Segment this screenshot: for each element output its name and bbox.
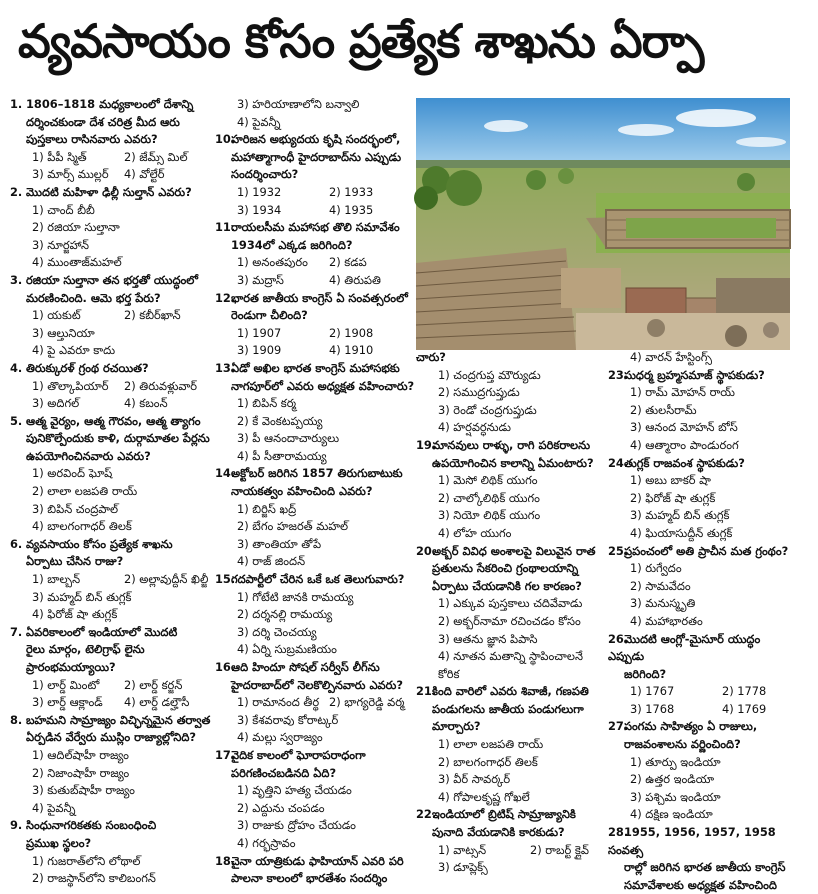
column-1 bbox=[10, 96, 220, 886]
option-text: 3) లార్డ్ ఆక్లాండ్ bbox=[32, 695, 103, 710]
option-text: 2) తులసీరామ్ bbox=[630, 402, 697, 417]
question-text bbox=[10, 641, 220, 659]
option-text: 2) లాలా లజపతి రాయ్ bbox=[32, 484, 138, 499]
option-text: 1) అనంతపురం bbox=[237, 255, 308, 270]
option-text: 2) ఫిరోజ్ షా తుగ్లక్ bbox=[630, 490, 716, 505]
question-line: ఏర్పాటు చేసిన రాజు? bbox=[26, 554, 124, 569]
question-text bbox=[608, 455, 800, 473]
column-2 bbox=[215, 96, 415, 886]
option-row bbox=[215, 202, 415, 220]
option-row bbox=[10, 694, 220, 712]
question-line: ఆత్మ వైర్యం, ఆత్మ గౌరవం, ఆత్మ త్యాగం bbox=[26, 413, 201, 428]
question-text bbox=[10, 131, 220, 149]
question-text bbox=[215, 870, 415, 888]
question-number: 7. bbox=[10, 624, 23, 639]
option-text: 3) మనుస్మృతి bbox=[630, 596, 696, 611]
option-row bbox=[10, 677, 220, 695]
question-line: వైదిక కాలంలో ఘోరాపరాధంగా bbox=[231, 747, 366, 762]
question-line: 1934లో ఎక్కడ జరిగింది? bbox=[231, 237, 353, 252]
option-row bbox=[10, 166, 220, 184]
question-line: పరిగణించబడినది ఏది? bbox=[231, 765, 337, 780]
question-number: 27. bbox=[608, 719, 629, 734]
question-text bbox=[416, 455, 606, 473]
question-line: సుధర్మ బ్రహ్మసమాజ్ స్థాపకుడు? bbox=[624, 367, 765, 382]
option-text: 4) పీ సీతారామయ్య bbox=[237, 448, 327, 463]
option-text: 1) రామ్ మోహన్ రాయ్ bbox=[630, 385, 735, 400]
question-line: రైలు మార్గం, టెలిగ్రాఫ్ లైను bbox=[26, 642, 145, 657]
question-line: భారత జాతీయ కాంగ్రెస్ ఏ సంవత్సరంలో bbox=[231, 290, 408, 305]
question-text bbox=[10, 553, 220, 571]
option-text: 3) 1934 bbox=[237, 202, 282, 217]
question-line: ఏడో అఖిల భారత కాంగ్రెస్ మహాసభకు bbox=[231, 360, 400, 375]
question-number: 18. bbox=[215, 853, 236, 868]
question-number: 23. bbox=[608, 367, 629, 382]
question-number: 9. bbox=[10, 818, 23, 833]
question-line: రాల్లో జరిగిన భారత జాతీయ కాంగ్రెస్ bbox=[624, 860, 786, 875]
question-line: ప్రపంచంలో అతి ప్రాచీన మత గ్రంథం? bbox=[624, 543, 789, 558]
option-text: 3) దర్శి చెంచయ్య bbox=[237, 624, 317, 639]
option-row bbox=[416, 842, 606, 860]
question-text bbox=[416, 437, 606, 455]
option-text: 4) వారన్ హేస్టింగ్స్ bbox=[630, 350, 712, 364]
question-line: పునాది వేయడానికి కారకుడు? bbox=[432, 825, 565, 840]
option-text: 4) ఆత్మారాం పాండురంగ bbox=[630, 437, 739, 452]
question-number: 25. bbox=[608, 543, 629, 558]
question-line: నాగపూర్‌లో ఎవరు అధ్యక్షత వహించారు? bbox=[231, 378, 415, 393]
continued-text: 3) హరియాణాలోని బన్వాలి bbox=[237, 97, 360, 111]
question-line: మొదటి మహిళా ఢిల్లీ సుల్తాన్ ఎవరు? bbox=[26, 184, 192, 199]
option-text: 1) లార్డ్ మింటో bbox=[32, 677, 100, 692]
question-text bbox=[215, 571, 415, 589]
headline: వ్యవసాయం కోసం ప్రత్యేక శాఖను ఏర్పా bbox=[18, 14, 704, 68]
option-text: 4) నూతన మతాన్ని స్థాపించాలనే కోరిక bbox=[438, 649, 583, 681]
question-text bbox=[215, 131, 415, 149]
option-text: 1) పీపీ స్మిత్ bbox=[32, 149, 87, 164]
option-text: 2) ఉత్తర ఇండియా bbox=[630, 772, 714, 787]
question-text bbox=[215, 659, 415, 677]
option-text: 4) గర్భస్రావం bbox=[237, 835, 296, 850]
question-text bbox=[215, 765, 415, 783]
question-line: రాయలసీమ మహాసభ తొలి సమావేశం bbox=[231, 220, 400, 235]
option-text: 1) 1932 bbox=[237, 184, 282, 199]
question-text bbox=[608, 631, 800, 666]
option-text: 3) ఆతను జ్ఞాన పిపాసి bbox=[438, 631, 538, 646]
question-number: 22. bbox=[416, 807, 437, 822]
option-text: 4) ఫిరోజ్ షా తుగ్లక్ bbox=[32, 607, 118, 622]
option-text: 3) రాజుకు ద్రోహం చేయడం bbox=[237, 818, 356, 833]
option-text: 1) బాల్బన్ bbox=[32, 572, 81, 587]
option-text: 1) అబు బాకర్ షా bbox=[630, 473, 711, 488]
question-line: పండుగలను జాతీయ పండుగలుగా bbox=[432, 701, 584, 716]
question-line: పాలనా కాలంలో భారతేశం సందర్శిం bbox=[231, 871, 388, 886]
question-line: ఏవరికాలంలో ఇండియాలో మొదటి bbox=[26, 624, 178, 639]
option-text: 3) 1909 bbox=[237, 343, 282, 358]
option-text: 4) ఘియాసుద్దీన్ తుగ్లక్ bbox=[630, 525, 733, 540]
question-text bbox=[215, 483, 415, 501]
option-text: 2) చాల్కోలిథిక్ యుగం bbox=[438, 490, 540, 505]
question-number: 14. bbox=[215, 466, 236, 481]
option-text: 4) హర్షవర్ధనుడు bbox=[438, 420, 511, 435]
option-row bbox=[10, 307, 220, 325]
question-text bbox=[608, 859, 800, 877]
question-text bbox=[608, 877, 800, 894]
option-text: 2) కడప bbox=[329, 255, 367, 270]
option-row bbox=[215, 325, 415, 343]
question-text bbox=[10, 290, 220, 308]
option-text: 2) బాలగంగాధర్ తిలక్ bbox=[438, 754, 538, 769]
question-number: 1. bbox=[10, 97, 23, 111]
option-text: 4) 1935 bbox=[329, 202, 374, 217]
question-line: హరిజన అభ్యుదయ కృషి సందర్భంలో, bbox=[231, 132, 401, 147]
question-line: ప్రముఖ స్థలం? bbox=[26, 835, 92, 850]
option-text: 4) బాలగంగాధర్ తిలక్ bbox=[32, 519, 132, 534]
option-text: 2) రాబర్ట్ క్లైవ్ bbox=[530, 842, 589, 857]
question-text bbox=[10, 430, 220, 448]
question-text bbox=[10, 835, 220, 853]
option-text: 3) నియో లిథిక్ యుగం bbox=[438, 508, 541, 523]
question-line: ప్రతులను సేకరించి గ్రంథాలయాన్ని bbox=[432, 561, 579, 576]
question-number: 28. bbox=[608, 825, 629, 840]
option-text: 3) ఆనంద మోహన్ బోస్ bbox=[630, 420, 738, 435]
question-text bbox=[215, 360, 415, 378]
question-line: బహమని సామ్రాజ్యం విచ్ఛిన్నమైన తర్వాత bbox=[26, 712, 211, 727]
option-row bbox=[10, 395, 220, 413]
question-text bbox=[215, 307, 415, 325]
question-line: మానవులు రాళ్ళు, రాగి పరికరాలను bbox=[432, 437, 591, 452]
question-number: 12. bbox=[215, 290, 236, 305]
question-text bbox=[215, 219, 415, 237]
question-line: తుగ్లక్ రాజవంశ స్థాపకుడు? bbox=[624, 455, 745, 470]
question-text bbox=[416, 543, 606, 561]
option-text: 4) 1769 bbox=[722, 701, 767, 716]
question-line: జరిగింది? bbox=[624, 666, 667, 681]
question-text bbox=[416, 718, 606, 736]
question-line: సింధునాగరికతకు సంబంధించి bbox=[26, 818, 157, 833]
option-text: 1) బిపిన్ కర్మ bbox=[237, 396, 297, 411]
option-text: 2) సామవేదం bbox=[630, 578, 691, 593]
question-text bbox=[608, 543, 800, 561]
option-text: 2) కే వెంకటప్పయ్య bbox=[237, 413, 323, 428]
question-number: 5. bbox=[10, 413, 23, 428]
question-text bbox=[416, 701, 606, 719]
question-number: 2. bbox=[10, 184, 23, 199]
option-text: 2) ఎద్దును చంపడం bbox=[237, 800, 325, 815]
question-line: వ్యవసాయం కోసం ప్రత్యేక శాఖను bbox=[26, 536, 173, 551]
question-number: 19. bbox=[416, 437, 437, 452]
option-text: 3) బిపిన్ చంద్రపాల్ bbox=[32, 501, 119, 516]
question-line: రాజవంశాలను వర్ణించింది? bbox=[624, 737, 741, 752]
question-line: హైదరాబాద్‌లో నెలకొల్పినవారు ఎవరు? bbox=[231, 677, 403, 692]
option-text: 4) లార్డ్ డల్హౌసీ bbox=[124, 695, 190, 710]
question-number: 3. bbox=[10, 272, 23, 287]
option-text: 4) కబంన్ bbox=[124, 396, 168, 411]
question-line: కింది వారిలో ఎవరు శివాజీ, గణపతి bbox=[432, 684, 589, 699]
option-text: 2) 1933 bbox=[329, 184, 374, 199]
question-text bbox=[215, 149, 415, 167]
option-row bbox=[215, 694, 415, 712]
continued-text: 4) పైవన్నీ bbox=[237, 114, 281, 129]
option-text: 2) దర్శనల్లి రామయ్య bbox=[237, 607, 333, 622]
question-text bbox=[10, 659, 220, 677]
question-text bbox=[608, 666, 800, 684]
option-text: 1) అరవింద్ ఘోష్ bbox=[32, 466, 113, 481]
option-text: 1) బిర్జిస్ ఖద్ర్ bbox=[237, 501, 297, 516]
option-text: 4) మల్లు స్వరాజ్యం bbox=[237, 730, 323, 745]
question-number: 24. bbox=[608, 455, 629, 470]
option-text: 1) చాంద్ బీబీ bbox=[32, 202, 95, 217]
question-text bbox=[608, 736, 800, 754]
option-text: 3) రెండో చంద్రగుప్తుడు bbox=[438, 402, 537, 417]
option-text: 2) రజియా సుల్తానా bbox=[32, 220, 120, 235]
option-text: 1) 1907 bbox=[237, 325, 282, 340]
question-text bbox=[10, 272, 220, 290]
option-row bbox=[608, 701, 800, 719]
question-line: రజియా సుల్తానా తన భర్తతో యుద్ధంలో bbox=[26, 272, 198, 287]
question-number: 21. bbox=[416, 684, 437, 699]
column-3 bbox=[416, 349, 606, 875]
option-text: 4) 1910 bbox=[329, 343, 374, 358]
question-line: ఉపయోగించినవారు ఎవరు? bbox=[26, 448, 151, 463]
question-line: సంగమ సాహిత్యం ఏ రాజులు, bbox=[624, 719, 758, 734]
question-text bbox=[608, 718, 800, 736]
question-line: ఏర్పడిన వేర్వేరు ముస్లిం రాజ్యాల్లోనిది? bbox=[26, 730, 196, 745]
option-text: 1) గోటేటి జానకి రామయ్య bbox=[237, 589, 354, 604]
option-text: 3) ఆల్తునియా bbox=[32, 325, 95, 340]
question-number: 17. bbox=[215, 747, 236, 762]
option-text: 1) 1767 bbox=[630, 684, 675, 699]
option-text: 2) 1778 bbox=[722, 684, 767, 699]
question-number: 15. bbox=[215, 572, 236, 587]
option-text: 3) తాంతియా తోపే bbox=[237, 536, 322, 551]
question-text bbox=[215, 237, 415, 255]
option-text: 2) తిరువళ్లువార్ bbox=[124, 378, 198, 393]
option-text: 3) మార్స్ ముల్లర్ bbox=[32, 167, 109, 182]
question-number: 13. bbox=[215, 360, 236, 375]
option-text: 1) చంద్రగుప్త మౌర్యుడు bbox=[438, 367, 541, 382]
question-text bbox=[608, 824, 800, 859]
question-text bbox=[215, 465, 415, 483]
question-text bbox=[10, 360, 220, 378]
option-text: 3) మద్రాస్ bbox=[237, 272, 284, 287]
question-text bbox=[10, 624, 220, 642]
question-text bbox=[215, 853, 415, 871]
option-text: 2) కబీర్‌ఖాన్ bbox=[124, 308, 181, 323]
option-row bbox=[10, 149, 220, 167]
option-text: 4) తిరుపతి bbox=[329, 272, 381, 287]
option-text: 1) రుగ్వేదం bbox=[630, 561, 682, 576]
question-text bbox=[10, 729, 220, 747]
option-text: 4) లోహ యుగం bbox=[438, 525, 512, 540]
option-text: 2) జేమ్స్ మిల్ bbox=[124, 149, 188, 164]
option-text: 2) లార్డ్ కర్జన్ bbox=[124, 677, 183, 692]
option-row bbox=[10, 571, 220, 589]
question-number: 4. bbox=[10, 360, 23, 375]
question-text bbox=[215, 747, 415, 765]
question-line: ఏర్పాటు చేయడానికి గల కారణం? bbox=[432, 578, 582, 593]
option-text: 3) 1768 bbox=[630, 701, 675, 716]
question-text bbox=[416, 683, 606, 701]
option-text: 3) పీ ఆనందాచార్యులు bbox=[237, 431, 340, 446]
option-row bbox=[215, 272, 415, 290]
question-text bbox=[10, 712, 220, 730]
question-text bbox=[215, 166, 415, 184]
option-text: 4) రాజ్ జిందన్ bbox=[237, 554, 306, 569]
option-text: 1) ఆదిల్‌షాహీ రాజ్యం bbox=[32, 747, 129, 762]
question-text bbox=[416, 806, 606, 824]
question-line: ఇండియాలో బ్రిటిష్ సామ్రాజ్యానికి bbox=[432, 807, 576, 822]
option-row bbox=[215, 254, 415, 272]
question-number: 8. bbox=[10, 712, 23, 727]
option-text: 3) డూప్లెక్స్ bbox=[438, 860, 488, 875]
question-text bbox=[215, 378, 415, 396]
question-line: చైనా యాత్రికుడు ఫాహియాన్ ఎవరి పరి bbox=[231, 853, 404, 868]
question-line: సమావేశాలకు అధ్యక్షత వహించింది bbox=[624, 877, 777, 892]
option-text: 3) నూర్జహాన్ bbox=[32, 237, 90, 252]
option-text: 4) వోల్టేర్ bbox=[124, 167, 165, 182]
option-text: 4) గోపాలకృష్ణ గోఖలే bbox=[438, 789, 530, 804]
continued-text: చారు? bbox=[416, 350, 446, 364]
question-text bbox=[416, 578, 606, 596]
option-text: 4) దక్షిణ ఇండియా bbox=[630, 807, 713, 822]
question-number: 20. bbox=[416, 543, 437, 558]
question-text bbox=[10, 448, 220, 466]
question-line: గదపార్టీలో చేరిన ఒకే ఒక తెలుగువారు? bbox=[231, 572, 405, 587]
question-number: 10. bbox=[215, 132, 236, 147]
option-text: 2) నిజాంషాహీ రాజ్యం bbox=[32, 765, 130, 780]
option-text: 2) అల్లావుద్దీన్ ఖిల్జీ bbox=[124, 572, 209, 587]
question-number: 26. bbox=[608, 631, 629, 646]
question-text bbox=[10, 114, 220, 132]
option-row bbox=[215, 184, 415, 202]
option-text: 3) అదిగల్ bbox=[32, 396, 80, 411]
question-number: 11. bbox=[215, 220, 236, 235]
question-line: పుస్తకాలు రాసినవారు ఎవరు? bbox=[26, 132, 158, 147]
question-line: ఆది హిందూ సోషల్ సర్వీస్ లీగ్‌ను bbox=[231, 660, 380, 674]
option-text: 1) వాట్సన్ bbox=[438, 842, 487, 857]
option-text: 1) తూర్పు ఇండియా bbox=[630, 754, 721, 769]
question-line: ఉపయోగించిన కాలాన్ని ఏమంటారు? bbox=[432, 455, 594, 470]
option-text: 1) తొల్కాపియార్ bbox=[32, 378, 109, 393]
stepwell-ruins-image bbox=[416, 98, 790, 350]
question-text bbox=[215, 677, 415, 695]
question-line: అక్టోబర్ జరిగిన 1857 తిరుగుబాటుకు bbox=[231, 466, 403, 481]
option-text: 3) పశ్చిమ ఇండియా bbox=[630, 789, 721, 804]
question-line: మార్చారు? bbox=[432, 719, 481, 734]
question-text bbox=[10, 536, 220, 554]
option-text: 2) రాజస్థాన్‌లోని కాలిబంగన్ bbox=[32, 871, 156, 886]
question-text bbox=[215, 290, 415, 308]
option-text: 1) ఎక్కువ పుస్తకాలు చదివేవాడు bbox=[438, 596, 583, 611]
question-number: 16. bbox=[215, 660, 236, 674]
option-row bbox=[215, 342, 415, 360]
question-line: అక్బర్ వివిధ అంశాలపై విలువైన రాత bbox=[432, 543, 596, 558]
option-text: 4) ముంతాజ్‌మహల్ bbox=[32, 255, 122, 270]
column-4 bbox=[608, 349, 800, 892]
question-number: 6. bbox=[10, 536, 23, 551]
option-text: 1) యకుట్ bbox=[32, 308, 81, 323]
question-text bbox=[10, 413, 220, 431]
option-text: 3) మహ్మద్ బిన్ తుగ్లక్ bbox=[630, 508, 730, 523]
option-text: 2) అక్బర్‌నామా రచించడం కోసం bbox=[438, 613, 581, 628]
question-text bbox=[10, 184, 220, 202]
question-line: రెండుగా చీలింది? bbox=[231, 308, 308, 323]
option-text: 1) గుజరాత్‌లోని లోథాల్ bbox=[32, 853, 141, 868]
question-line: ప్రారంభమయ్యాయి? bbox=[26, 660, 116, 674]
option-text: 3) వీర్ సావర్కర్ bbox=[438, 772, 511, 787]
option-text: 4) పైవన్నీ bbox=[32, 800, 76, 815]
question-text bbox=[416, 824, 606, 842]
option-text: 2) భాగ్యరెడ్డి వర్మ bbox=[329, 695, 405, 710]
question-line: 1955, 1956, 1957, 1958 సంవత్స bbox=[608, 825, 776, 857]
option-text: 1) రామానంద తీర్థ bbox=[237, 695, 320, 710]
option-text: 2) బేగం హజరత్ మహల్ bbox=[237, 519, 349, 534]
question-line: మహాత్మాగాంధీ హైదరాబాద్‌ను ఎప్పుడు bbox=[231, 149, 402, 164]
question-line: దర్శించకుండా దేశ చరిత్ర మీద ఆరు bbox=[26, 114, 180, 129]
question-line: నాయకత్వం వహించింది ఎవరు? bbox=[231, 484, 373, 499]
question-text bbox=[608, 367, 800, 385]
option-text: 3) మహ్మద్ బిన్ తుగ్లక్ bbox=[32, 589, 132, 604]
question-line: పునికొల్పేందుకు కాళి, దుర్గామాతల పేర్లను bbox=[26, 431, 210, 446]
question-line: మొదటి ఆంగ్లో-మైసూర్ యుద్ధం ఎప్పుడు bbox=[608, 631, 761, 664]
option-row bbox=[608, 683, 800, 701]
question-text bbox=[416, 560, 606, 578]
option-text: 4) ఏర్ని సుబ్రమణియం bbox=[237, 642, 337, 657]
historical-site-photo bbox=[416, 98, 790, 350]
option-text: 2) సముద్రగుప్తుడు bbox=[438, 385, 520, 400]
option-text: 2) 1908 bbox=[329, 325, 374, 340]
option-text: 3) కేశవరావు కోరాట్కర్ bbox=[237, 712, 339, 727]
question-text bbox=[10, 817, 220, 835]
question-text bbox=[10, 96, 220, 114]
option-row bbox=[10, 378, 220, 396]
option-text: 1) మెసో లిథిక్ యుగం bbox=[438, 473, 538, 488]
question-line: 1806–1818 మధ్యకాలంలో దేశాన్ని bbox=[26, 97, 194, 111]
option-text: 1) వృత్తిని హత్య చేయడం bbox=[237, 783, 352, 798]
question-line: సందర్శించారు? bbox=[231, 167, 299, 182]
question-line: తిరుక్కురళ్ గ్రంథ రచయిత? bbox=[26, 360, 149, 375]
option-text: 1) లాలా లజపతి రాయ్ bbox=[438, 737, 544, 752]
option-text: 3) కుతుబ్‌షాహీ రాజ్యం bbox=[32, 783, 135, 798]
option-text: 4) మహాభారతం bbox=[630, 613, 703, 628]
question-line: మరణించింది. ఆమె భర్త పేరు? bbox=[26, 290, 161, 305]
option-text: 4) పై ఎవరూ కాదు bbox=[32, 343, 116, 358]
